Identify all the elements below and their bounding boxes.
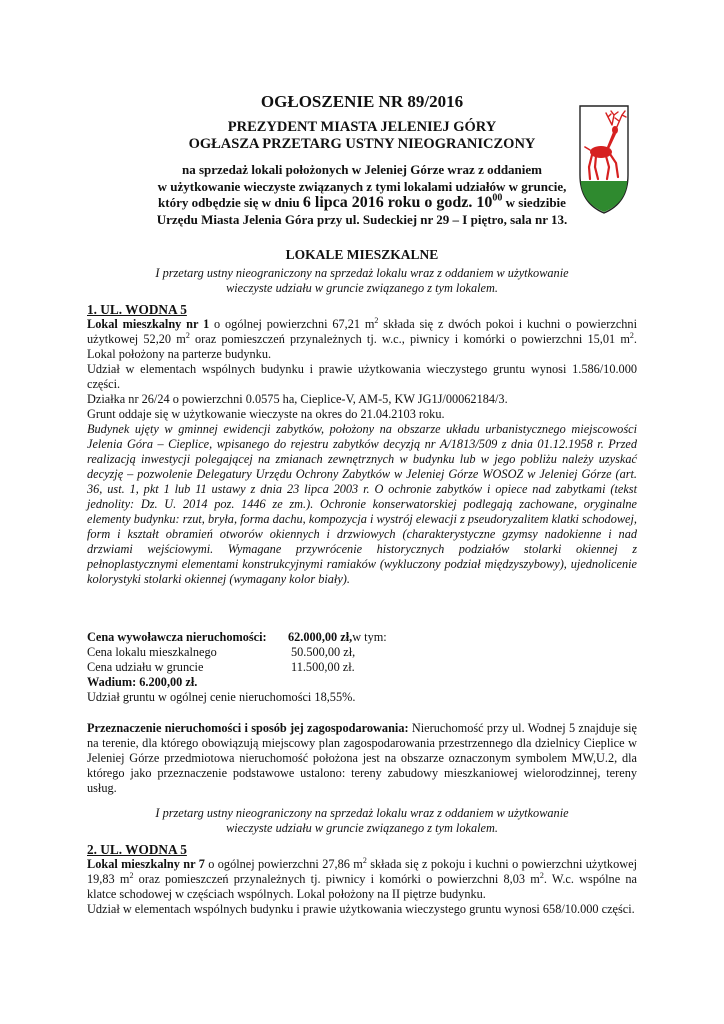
- lokal-price-row: Cena lokalu mieszkalnego 50.500,00 zł,: [87, 645, 356, 659]
- tender-note-2: I przetarg ustny nieograniczony na sprzedaż lokalu wraz z oddaniem w użytkowanie wieczyste udziału w gruncie związanego z tym lokalem.: [155, 806, 569, 835]
- intro-line-2: w użytkowanie wieczyste związanych z tymi lokalami udziałów w gruncie,: [157, 178, 567, 194]
- item-2-heading: 2. UL. WODNA 5: [87, 842, 187, 857]
- price-row: Cena wywoławcza nieruchomości: 62.000,00 zł, w tym:: [87, 630, 387, 644]
- intro-line-3: który odbędzie się w dniu 6 lipca 2016 roku o godz. $10^{00}$ w siedzibie: [158, 192, 566, 211]
- item-1-share: Udział w elementach wspólnych budynku i prawie użytkowania wieczystego gruntu wynosi 1.586/10.000 części.: [87, 362, 637, 391]
- item-1-heading: 1. UL. WODNA 5: [87, 302, 187, 317]
- section-title: LOKALE MIESZKALNE: [285, 247, 439, 262]
- item-1-description: Lokal mieszkalny nr 1 o ogólnej powierzchni 67,21 $m^2$ składa się z dwóch pokoi i kuchni o powierzchni użytkowej 52,20 $m^2$ oraz pomieszczeń przynależnych tj. w.c., piwnicy i komórki o powierzchni 15,01 $m^2$. Lokal położony na parterze budynku.: [87, 315, 637, 361]
- subtitle-line-2: OGŁASZA PRZETARG USTNY NIEOGRANICZONY: [188, 136, 536, 152]
- auction-date: 6 lipca 2016 roku o godz. $10^{00}$: [302, 192, 503, 211]
- item-1-prices: [87, 630, 637, 705]
- item-1-monument: Budynek ujęty w gminnej ewidencji zabytków, położony na obszarze układu urbanistycznego miejscowości Jelenia Góra – Cieplice, wpisanego do rejestru zabytków decyzją nr A/1813/509 z dnia 01.12.1958 r. Przed realizacją inwestycji polegającej na zmianach zewnętrznych w budynku lub w jego pobliżu należy uzyskać decyzję – pozwolenie Delegatury Urzędu Ochrony Zabytków w Jeleniej Górze WOSOZ w Jeleniej Górze (art. 36, ust. 1, pkt 1 lub 11 ustawy z dnia 23 lipca 2003 r. O ochronie zabytków i opiece nad zabytkami (tekst jednolity: Dz. U. 2014 poz. 1446 ze zm.). Ochronie konserwatorskiej podlegają zachowane, oryginalne elementy budynku: rzut, bryła, forma dachu, kompozycja i wystrój elewacji z pseudoryzalitem klatki schodowej, form i kształt obramień otworów okiennych i drzwiowych (charakterystyczne gzymsy nadokienne i nad drzwiami wejściowymi. Wymagane przywrócenie historycznych podziałów stolarki okiennej z pełnoplastycznymi elementami konstrukcyjnymi ramiaków (wykluczony podział międzyszybowy), ujednolicenie kolorystyki stolarki okiennej (wymagany kolor biały).: [87, 422, 637, 586]
- item-1-plot: Działka nr 26/24 o powierzchni 0.0575 ha, Cieplice-V, AM-5, KW JG1J/00062184/3.: [87, 392, 508, 406]
- announcement-subtitle: [87, 119, 637, 153]
- item-2-share: Udział w elementach wspólnych budynku i prawie użytkowania wieczystego gruntu wynosi 658/10.000 części.: [87, 902, 635, 916]
- share-price-row: Cena udziału w gruncie 11.500,00 zł.: [87, 660, 355, 674]
- deposit: Wadium: 6.200,00 zł.: [87, 675, 198, 689]
- item-1: [87, 302, 637, 587]
- intro-line-1: na sprzedaż lokali położonych w Jeleniej Górze wraz z oddaniem: [182, 162, 542, 177]
- item-2: [87, 842, 637, 917]
- item-1-purpose: Przeznaczenie nieruchomości i sposób jej zagospodarowania: Nieruchomość przy ul. Wodnej 5 znajduje się na terenie, dla którego obowiązują miejscowy plan zagospodarowania przestrzennego dla dzielnicy Cieplice w Jeleniej Górze przedmiotowa nieruchomość położona jest na obszarze oznaczonym symbolem MW,U.2, dla którego jako przeznaczenie podstawowe ustalono: tereny zabudowy mieszkaniowej wielorodzinnej, tereny usług.: [87, 721, 637, 795]
- tender-note-1: I przetarg ustny nieograniczony na sprzedaż lokalu wraz z oddaniem w użytkowanie wieczyste udziału w gruncie związanego z tym lokalem.: [155, 266, 569, 295]
- announcement-title: OGŁOSZENIE NR 89/2016: [260, 92, 464, 111]
- coat-of-arms-icon: [578, 103, 630, 215]
- intro-line-4: Urzędu Miasta Jelenia Góra przy ul. Sudeckiej nr 29 – I piętro, sala nr 13.: [156, 211, 568, 227]
- announcement-intro: [87, 162, 637, 228]
- item-2-description: Lokal mieszkalny nr 7 o ogólnej powierzchni 27,86 $m^2$ składa się z pokoju i kuchni o powierzchni użytkowej 19,83 $m^2$ oraz pomieszczeń przynależnych tj. piwnicy i komórki o powierzchni 8,03 $m^2$. W.c. wspólne na klatce schodowej w częściach wspólnych. Lokal położony na II piętrze budynku.: [87, 855, 637, 901]
- share-percent: Udział gruntu w ogólnej cenie nieruchomości 18,55%.: [87, 690, 356, 704]
- item-1-lease: Grunt oddaje się w użytkowanie wieczyste na okres do 21.04.2103 roku.: [87, 407, 445, 421]
- subtitle-line-1: PREZYDENT MIASTA JELENIEJ GÓRY: [227, 119, 497, 135]
